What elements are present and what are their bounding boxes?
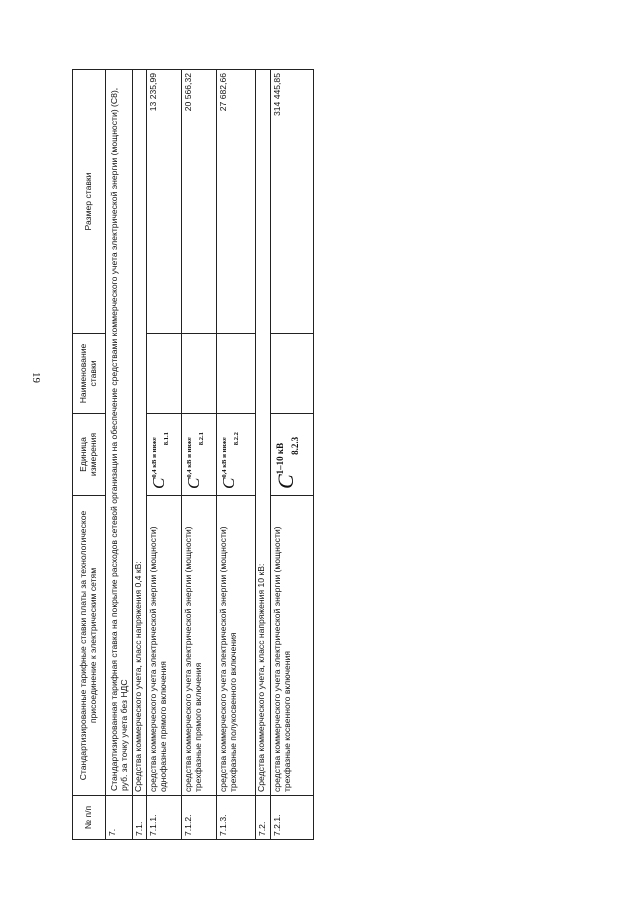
unit-symbol: C [184, 477, 204, 489]
header-name: Стандартизированные тарифные ставки платы за технологическое присоединение к электрическим сетям [73, 496, 106, 796]
row-7-2-num: 7.2. [256, 796, 271, 840]
unit-subscript: 8.1.1 [163, 432, 171, 446]
unit-subscript: 8.2.2 [233, 432, 241, 446]
row-7-1-3-num: 7.1.3. [217, 796, 256, 840]
row-7-1-2-text: средства коммерческого учета электрической энергии (мощности) трехфазные прямого включения [182, 496, 217, 796]
unit-subscript: 8.2.3 [290, 436, 301, 455]
row-7-2-1-num: 7.2.1. [271, 796, 314, 840]
row-7-1-3-unit [217, 414, 256, 496]
row-7-1-1-value: 13 235,99 [147, 70, 182, 334]
row-7-1-3-text: средства коммерческого учета электрической энергии (мощности) трехфазные полукосвенного включения [217, 496, 256, 796]
unit-symbol: C [219, 477, 239, 489]
unit-superscript: 0,4 кВ и ниже [151, 437, 159, 478]
unit-symbol: C [149, 477, 169, 489]
row-7-1-2-unit [182, 414, 217, 496]
row-7-1-2-value: 20 566,32 [182, 70, 217, 334]
row-7-2-1-text: средства коммерческого учета электрической энергии (мощности) трехфазные косвенного включения [271, 496, 314, 796]
row-7-1-1-text: средства коммерческого учета электрической энергии (мощности) однофазные прямого включения [147, 496, 182, 796]
unit-superscript: 0,4 кВ и ниже [186, 437, 194, 478]
unit-superscript: 0,4 кВ и ниже [221, 437, 229, 478]
table-row-7-1 [132, 70, 147, 840]
table-row-7-2 [256, 70, 271, 840]
table-row-7-1-1 [147, 70, 182, 840]
unit-superscript: 1–10 кВ [275, 442, 286, 475]
table-row-7 [105, 70, 132, 840]
rotated-tariff-table [72, 70, 340, 840]
header-rate-size: Размер ставки [73, 70, 106, 334]
header-rate-name: Наименование ставки [73, 334, 106, 414]
table-row-7-1-2 [182, 70, 217, 840]
page-number: 19 [30, 372, 42, 383]
row-7-1-2-rate-name [182, 334, 217, 414]
row-7-2-text: Средства коммерческого учета, класс напряжения 10 кВ: [256, 70, 271, 796]
row-7-2-1-unit [271, 414, 314, 496]
tariff-table [72, 69, 314, 840]
row-7-1-1-rate-name [147, 334, 182, 414]
unit-symbol: C [273, 474, 299, 489]
row-7-2-1-value: 314 445,85 [271, 70, 314, 334]
row-7-1-3-rate-name [217, 334, 256, 414]
row-7-1-1-num: 7.1.1. [147, 796, 182, 840]
table-row-7-1-3 [217, 70, 256, 840]
row-7-text: Стандартизированная тарифная ставка на покрытие расходов сетевой организации на обеспечение средствами коммерческого учета электрической энергии (мощности) (С8), руб. за точку учета без НДС [105, 70, 132, 796]
table-row-7-2-1 [271, 70, 314, 840]
row-7-2-1-rate-name [271, 334, 314, 414]
unit-subscript: 8.2.1 [198, 432, 206, 446]
row-7-1-3-value: 27 682,66 [217, 70, 256, 334]
header-num: № п/п [73, 796, 106, 840]
row-7-1-1-unit [147, 414, 182, 496]
row-7-1-2-num: 7.1.2. [182, 796, 217, 840]
table-header-row [73, 70, 106, 840]
row-7-1-text: Средства коммерческого учета, класс напряжения 0,4 кВ: [132, 70, 147, 796]
row-7-1-num: 7.1. [132, 796, 147, 840]
row-7-num: 7. [105, 796, 132, 840]
header-unit: Единица измерения [73, 414, 106, 496]
